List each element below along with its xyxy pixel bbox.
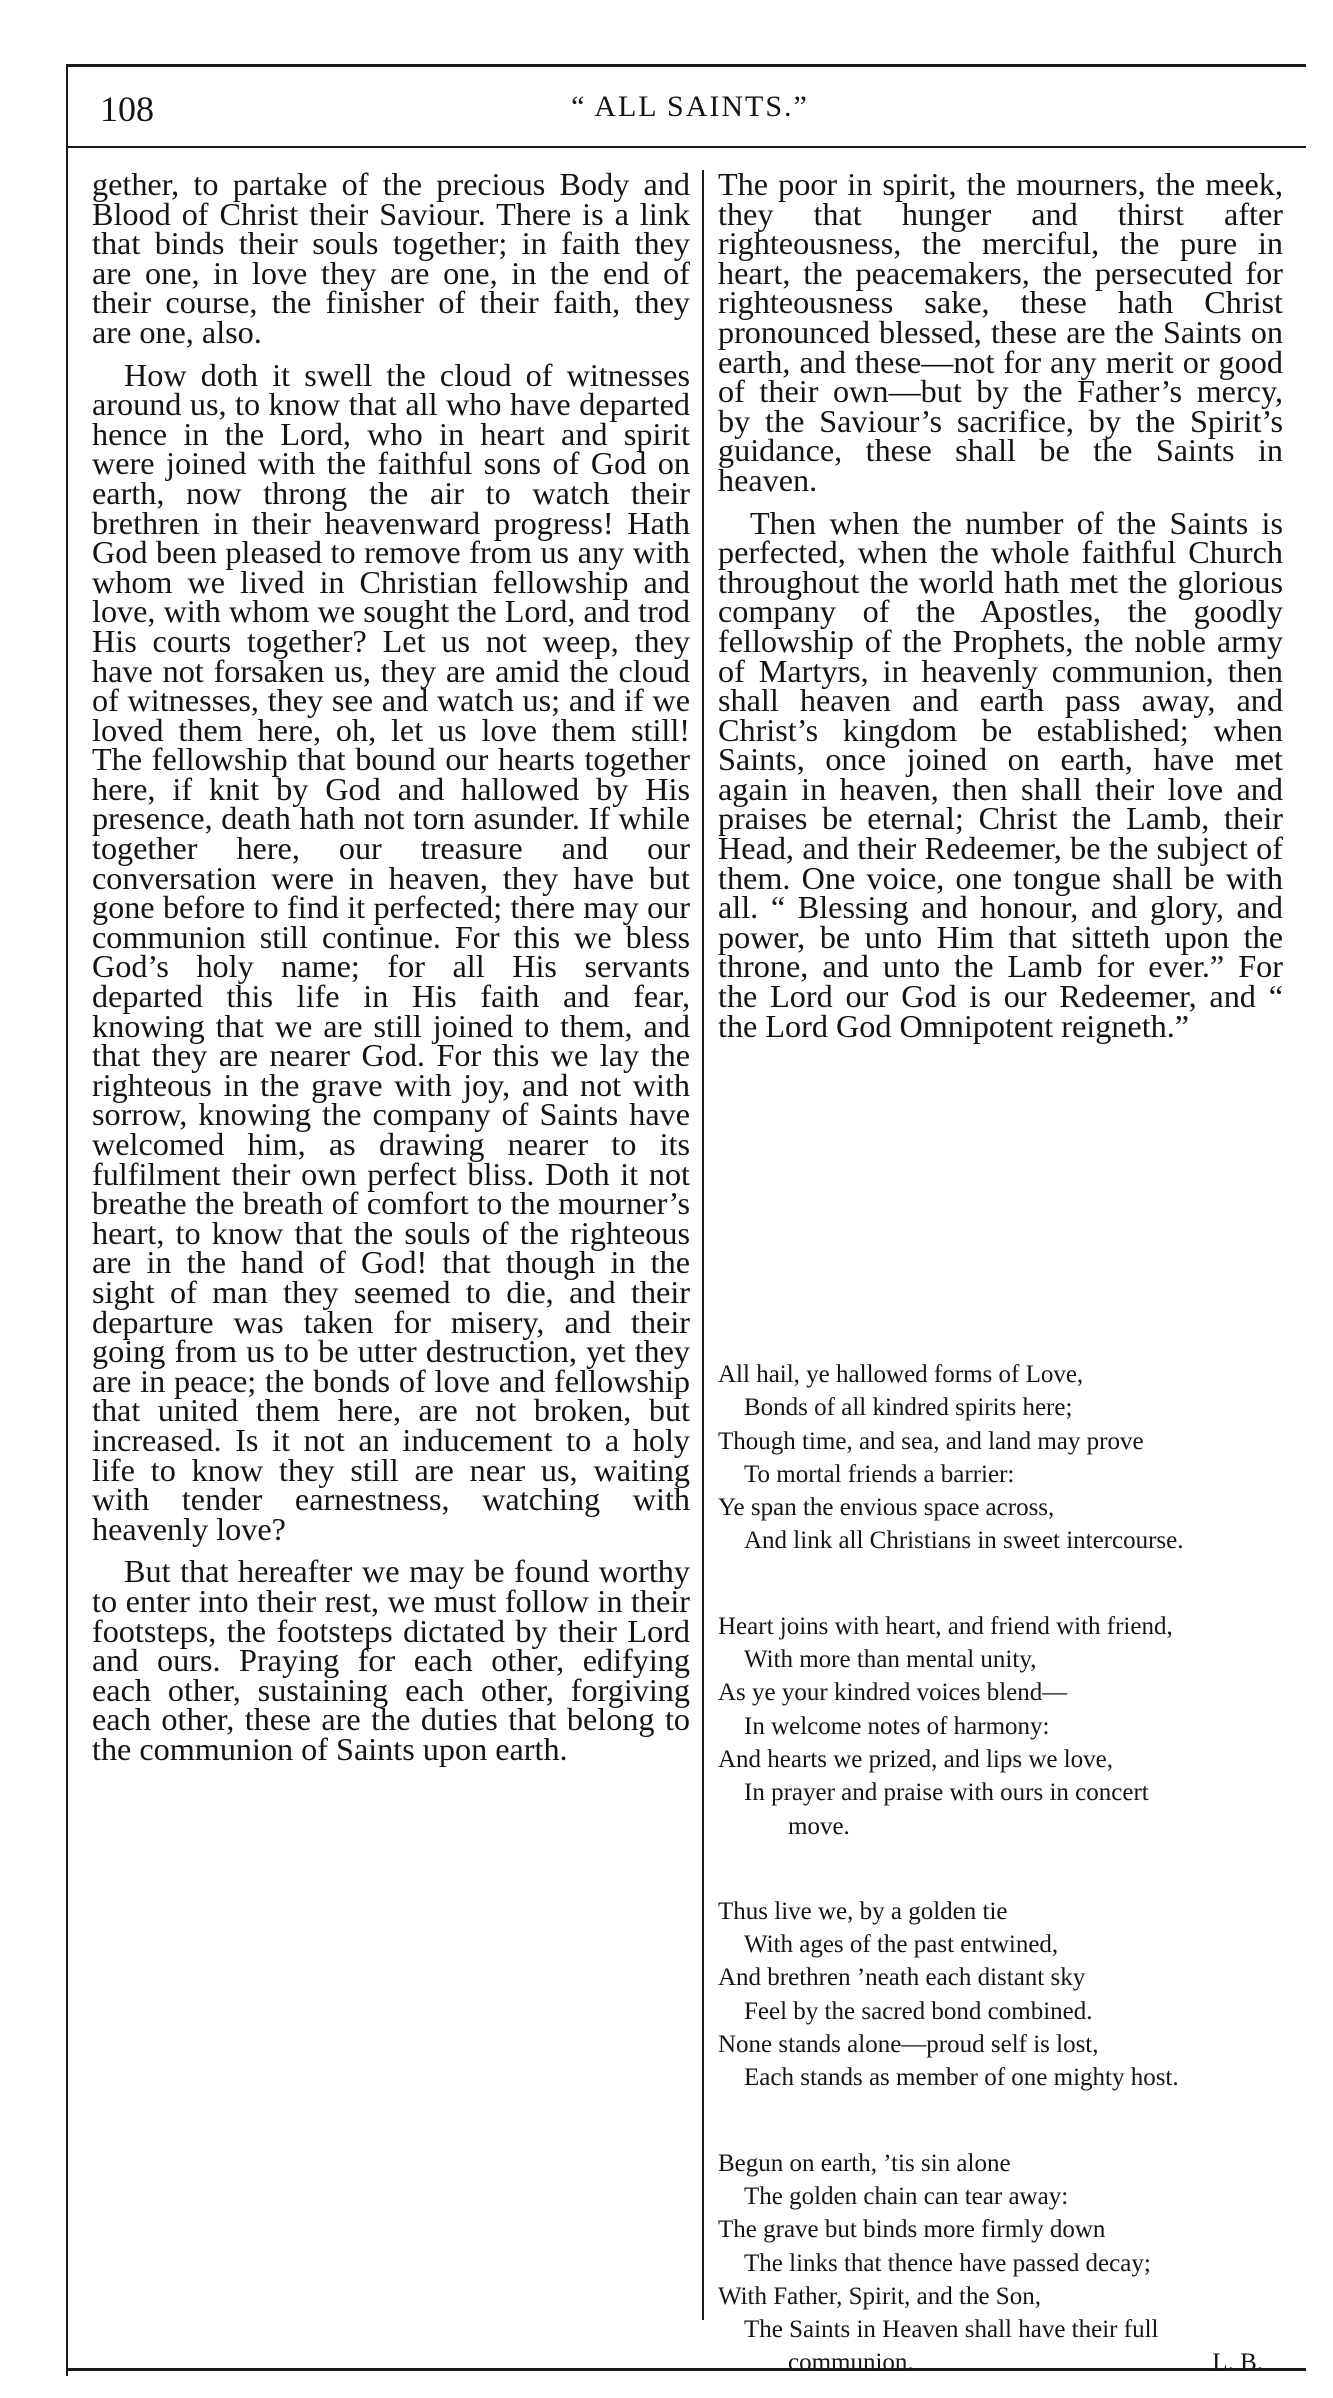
running-title: “ ALL SAINTS.”	[571, 90, 809, 123]
poem-line: In prayer and praise with ours in concert	[744, 1779, 1149, 1807]
poem-line: And brethren ’neath each distant sky	[718, 1964, 1086, 1992]
poem-line: Though time, and sea, and land may prove	[718, 1427, 1144, 1455]
poem-stanza	[718, 1895, 1283, 2095]
poem-stanza	[718, 1358, 1283, 1558]
poem-line: Bonds of all kindred spirits here;	[744, 1394, 1073, 1422]
page-number: 108	[100, 89, 154, 129]
poem-line: Ye span the envious space across,	[718, 1494, 1055, 1522]
poem-line: Each stands as member of one mighty host.	[744, 2064, 1179, 2092]
left-text-column	[92, 166, 690, 1767]
poem-stanza	[718, 2147, 1283, 2380]
right-text-column	[718, 166, 1283, 1044]
poem-line: The Saints in Heaven shall have their full	[744, 2316, 1159, 2344]
paragraph: But that hereafter we may be found worthy to enter into their rest, we must follow in their footsteps, the footsteps dictated by their Lord and ours. Praying for each other, edifying each other, sustaining each other, forgiving each other, these are the duties that belong to the communion of Saints upon earth.	[92, 1553, 690, 1767]
paragraph: gether, to partake of the precious Body and Blood of Christ their Saviour. There is a link that binds their souls together; in faith they are one, in love they are one, in the end of their course, the finisher of their faith, they are one, also.	[92, 166, 690, 350]
poem	[718, 1358, 1283, 2380]
paragraph: The poor in spirit, the mourners, the meek, they that hunger and thirst after righteousness, the merciful, the pure in heart, the peacemakers, the persecuted for righteousness sake, these hath Christ pronounced blessed, these are the Saints on earth, and these—not for any merit or good of their own—but by the Father’s mercy, by the Saviour’s sacrifice, by the Spirit’s guidance, these shall be the Saints in heaven.	[718, 166, 1283, 498]
poem-line: move.	[788, 1812, 850, 1840]
column-divider	[702, 170, 704, 2320]
poem-line: In welcome notes of harmony:	[744, 1712, 1050, 1740]
poem-line: With ages of the past entwined,	[744, 1931, 1059, 1959]
top-rule	[66, 64, 1306, 67]
poem-signature: L. B.	[1212, 2349, 1263, 2377]
poem-line: None stands alone—proud self is lost,	[718, 2031, 1099, 2059]
poem-line: All hail, ye hallowed forms of Love,	[718, 1361, 1084, 1388]
left-margin-rule	[66, 64, 68, 2376]
poem-line: Thus live we, by a golden tie	[718, 1897, 1008, 1925]
poem-line: With more than mental unity,	[744, 1646, 1037, 1674]
poem-line: Feel by the sacred bond combined.	[744, 1997, 1093, 2025]
poem-line: As ye your kindred voices blend—	[718, 1679, 1068, 1707]
poem-line: The grave but binds more firmly down	[718, 2216, 1106, 2244]
poem-line: Heart joins with heart, and friend with friend,	[718, 1612, 1173, 1640]
header-rule	[66, 146, 1306, 148]
poem-stanza	[718, 1610, 1283, 1843]
paragraph: Then when the number of the Saints is perfected, when the whole faithful Church throughout the world hath met the glorious company of the Apostles, the goodly fellowship of the Prophets, the noble army of Martyrs, in heavenly communion, then shall heaven and earth pass away, and Christ’s kingdom be established; when Saints, once joined on earth, have met again in heaven, then shall their love and praises be eternal; Christ the Lamb, their Head, and their Redeemer, be the subject of them. One voice, one tongue shall be with all. “ Blessing and honour, and glory, and power, be unto Him that sitteth upon the throne, and unto the Lamb for ever.” For the Lord our God is our Redeemer, and “ the Lord God Omnipotent reigneth.”	[718, 504, 1283, 1044]
poem-line: Begun on earth, ’tis sin alone	[718, 2149, 1011, 2177]
poem-line: And link all Christians in sweet intercourse.	[744, 1527, 1184, 1555]
poem-line: To mortal friends a barrier:	[744, 1460, 1015, 1488]
page-header	[100, 88, 1280, 138]
poem-line: And hearts we prized, and lips we love,	[718, 1745, 1114, 1773]
poem-line: With Father, Spirit, and the Son,	[718, 2282, 1041, 2310]
poem-line: The golden chain can tear away:	[744, 2182, 1069, 2210]
poem-line: The links that thence have passed decay;	[744, 2249, 1151, 2277]
paragraph: How doth it swell the cloud of witnesses around us, to know that all who have departed hence in the Lord, who in heart and spirit were joined with the faithful sons of God on earth, now throng the air to watch their brethren in their heavenward progress! Hath God been pleased to remove from us any with whom we lived in Christian fellowship and love, with whom we sought the Lord, and trod His courts together? Let us not weep, they have not forsaken us, they are amid the cloud of witnesses, they see and watch us; and if we loved them here, oh, let us love them still! The fellowship that bound our hearts together here, if knit by God and hallowed by His presence, death hath not torn asunder. If while together here, our treasure and our conversation were in heaven, they have but gone before to find it perfected; there may our communion still continue. For this we bless God’s holy name; for all His servants departed this life in His faith and fear, knowing that we are still joined to them, and that they are nearer God. For this we lay the righteous in the grave with joy, and not with sorrow, knowing the company of Saints have welcomed him, as drawing nearer to its fulfilment their own perfect bliss. Doth it not breathe the breath of comfort to the mourner’s heart, to know that the souls of the righteous are in the hand of God! that though in the sight of man they seemed to die, and their departure was taken for misery, and their going from us to be utter destruction, yet they are in peace; the bonds of love and fellowship that united them here, are not broken, but increased. Is it not an inducement to a holy life to know they still are near us, waiting with tender earnestness, watching with heavenly love?	[92, 356, 690, 1547]
poem-line: communion.	[788, 2349, 914, 2377]
